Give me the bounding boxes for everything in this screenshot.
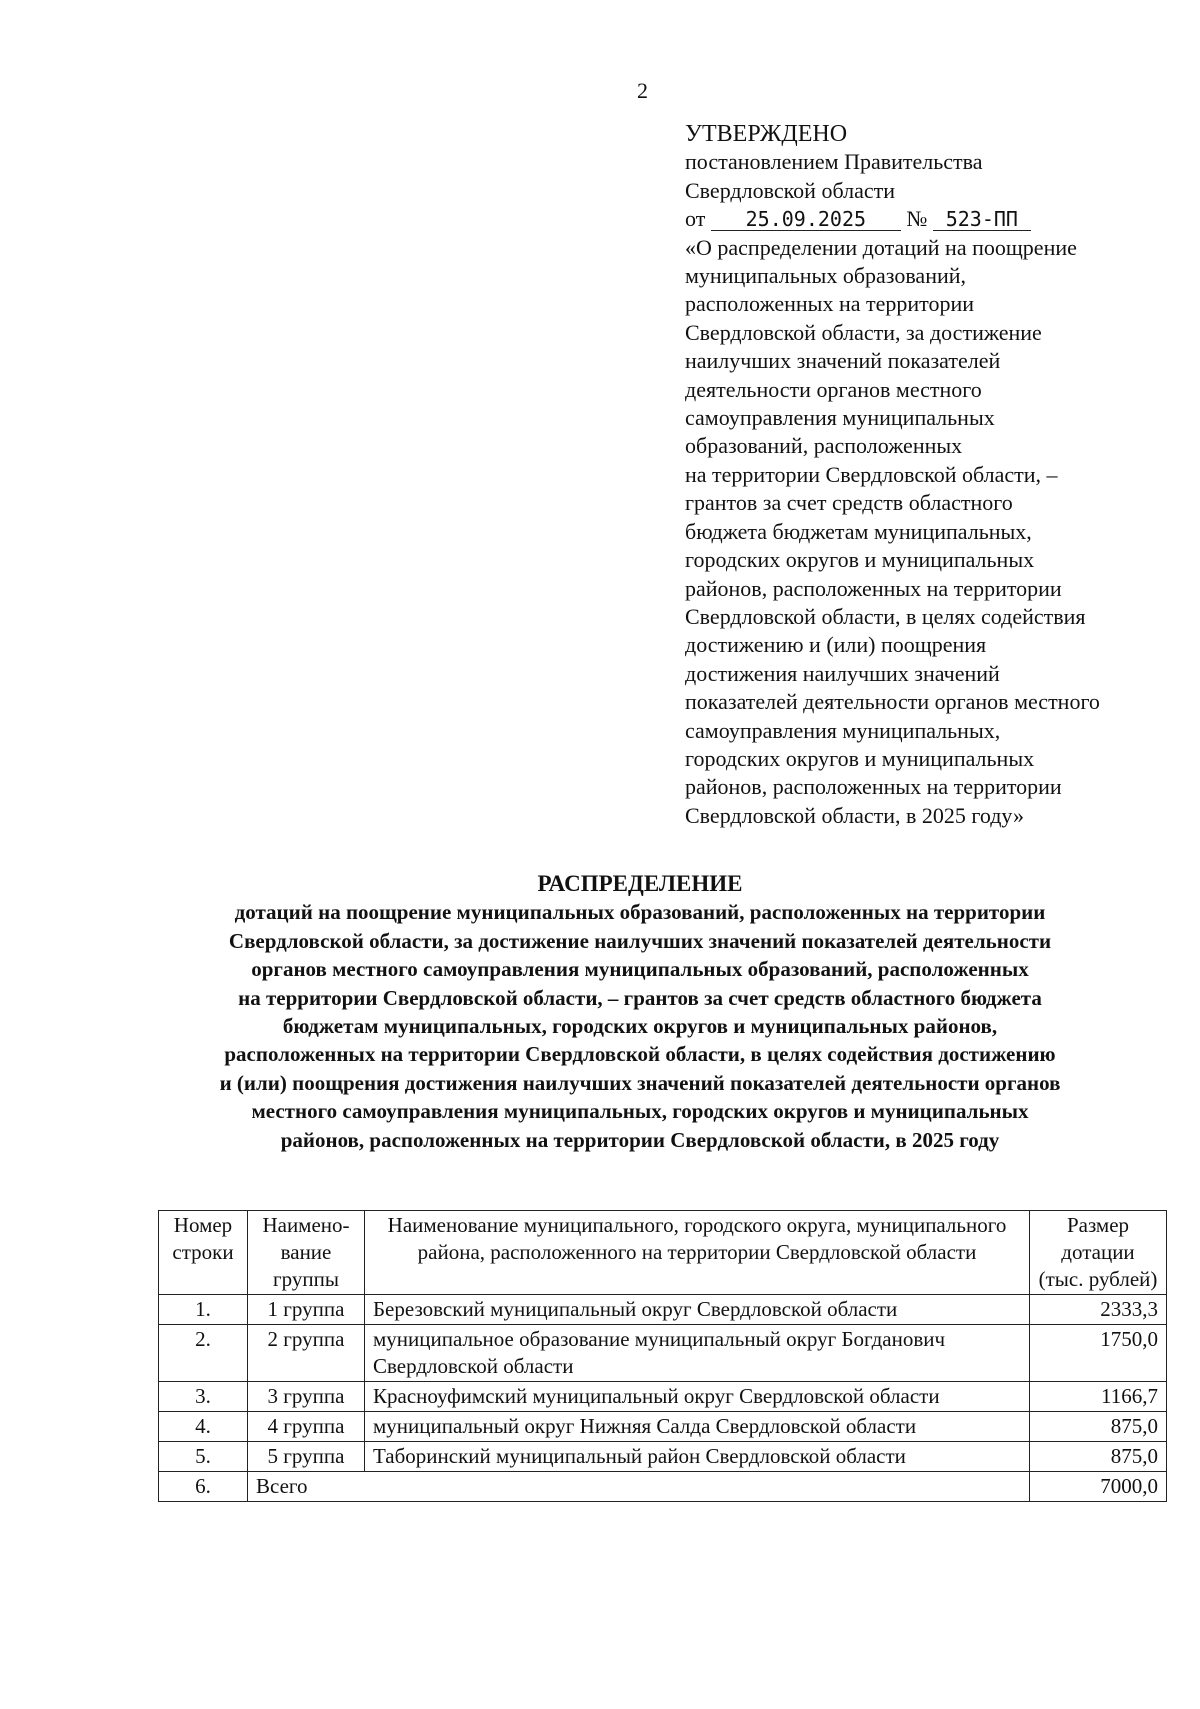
row-group: 2 группа xyxy=(248,1325,365,1382)
row-amount: 2333,3 xyxy=(1030,1295,1167,1325)
approval-document-title-line: образований, расположенных xyxy=(685,433,963,459)
approval-document-title-line: районов, расположенных на территории xyxy=(685,774,1062,800)
approval-document-title-line: Свердловской области, в 2025 году» xyxy=(685,802,1024,828)
row-municipality: Березовский муниципальный округ Свердловской области xyxy=(365,1295,1030,1325)
approval-number: 523-ПП xyxy=(933,208,1031,231)
row-number: 1. xyxy=(159,1295,248,1325)
distribution-table xyxy=(158,1210,1167,1502)
approval-document-title-line: бюджета бюджетам муниципальных, xyxy=(685,518,1032,544)
header-row-number: Номер строки xyxy=(159,1211,248,1295)
title-line: расположенных на территории Свердловской области, в целях содействия достижению xyxy=(224,1042,1056,1067)
approval-document-title-line: Свердловской области, за достижение xyxy=(685,319,1042,345)
title-line: районов, расположенных на территории Свердловской области, в 2025 году xyxy=(280,1127,1000,1152)
row-municipality: Красноуфимский муниципальный округ Свердловской области xyxy=(365,1382,1030,1412)
row-number: 4. xyxy=(159,1412,248,1442)
approval-document-title-line: расположенных на территории xyxy=(685,291,975,317)
approval-document-title-line: деятельности органов местного xyxy=(685,376,982,402)
approval-document-title-line: самоуправления муниципальных xyxy=(685,405,995,431)
row-group: 1 группа xyxy=(248,1295,365,1325)
page-number: 2 xyxy=(637,78,648,103)
approval-document-title-line: Свердловской области, в целях содействия xyxy=(685,603,1086,629)
row-amount: 875,0 xyxy=(1030,1412,1167,1442)
row-number: 3. xyxy=(159,1382,248,1412)
title-line: и (или) поощрения достижения наилучших значений показателей деятельности органов xyxy=(219,1070,1061,1095)
number-prefix: № xyxy=(906,206,928,232)
approval-document-title-line: достижению и (или) поощрения xyxy=(685,632,987,658)
approval-authority-line: постановлением Правительства xyxy=(685,149,983,175)
table-row xyxy=(159,1382,1167,1412)
title-line: на территории Свердловской области, – грантов за счет средств областного бюджета xyxy=(238,985,1042,1010)
header-amount: Размер дотации (тыс. рублей) xyxy=(1030,1211,1167,1295)
title-line: местного самоуправления муниципальных, городских округов и муниципальных xyxy=(251,1099,1029,1124)
row-amount: 1750,0 xyxy=(1030,1325,1167,1382)
title-line: дотаций на поощрение муниципальных образований, расположенных на территории xyxy=(234,900,1046,925)
document-title xyxy=(140,870,1140,1154)
row-group: 4 группа xyxy=(248,1412,365,1442)
row-amount: 875,0 xyxy=(1030,1442,1167,1472)
header-group-name: Наимено-вание группы xyxy=(248,1211,365,1295)
title-body xyxy=(140,898,1140,1154)
row-municipality: муниципальный округ Нижняя Салда Свердловской области xyxy=(365,1412,1030,1442)
table-header-row xyxy=(159,1211,1167,1295)
title-line: органов местного самоуправления муниципальных образований, расположенных xyxy=(251,957,1029,982)
row-municipality: Таборинский муниципальный район Свердловской области xyxy=(365,1442,1030,1472)
approval-stamp: УТВЕРЖДЕНО xyxy=(685,121,848,147)
header-municipality: Наименование муниципального, городского округа, муниципального района, расположенного на территории Свердловской области xyxy=(365,1211,1030,1295)
approval-document-title-line: «О распределении дотаций на поощрение xyxy=(685,234,1077,260)
title-line: бюджетам муниципальных, городских округов и муниципальных районов, xyxy=(282,1014,998,1039)
table-row xyxy=(159,1412,1167,1442)
title-heading: РАСПРЕДЕЛЕНИЕ xyxy=(537,871,743,896)
date-prefix: от xyxy=(685,206,706,232)
table-row xyxy=(159,1295,1167,1325)
row-number: 5. xyxy=(159,1442,248,1472)
approval-block xyxy=(685,120,1155,830)
approval-date: 25.09.2025 xyxy=(711,208,901,231)
row-amount: 1166,7 xyxy=(1030,1382,1167,1412)
approval-document-title-line: достижения наилучших значений xyxy=(685,660,1000,686)
approval-document-title-line: грантов за счет средств областного xyxy=(685,490,1013,516)
approval-document-title-line: районов, расположенных на территории xyxy=(685,575,1062,601)
table-row xyxy=(159,1325,1167,1382)
row-group: 3 группа xyxy=(248,1382,365,1412)
table-row xyxy=(159,1442,1167,1472)
approval-document-title-line: показателей деятельности органов местного xyxy=(685,689,1100,715)
approval-document-title-line: городских округов и муниципальных xyxy=(685,745,1035,771)
approval-document-title-line: муниципальных образований, xyxy=(685,263,967,289)
row-group: 5 группа xyxy=(248,1442,365,1472)
approval-document-title-line: на территории Свердловской области, – xyxy=(685,461,1058,487)
approval-date-line xyxy=(685,205,1155,233)
approval-document-title-line: городских округов и муниципальных xyxy=(685,547,1035,573)
row-municipality: муниципальное образование муниципальный округ Богданович Свердловской области xyxy=(365,1325,1030,1382)
approval-region-line: Свердловской области xyxy=(685,177,895,203)
approval-document-title-line: самоуправления муниципальных, xyxy=(685,717,1001,743)
title-line: Свердловской области, за достижение наилучших значений показателей деятельности xyxy=(228,928,1052,953)
approval-document-title-line: наилучших значений показателей xyxy=(685,348,1001,374)
row-number: 2. xyxy=(159,1325,248,1382)
approval-document-title xyxy=(685,234,1155,831)
table-total-row xyxy=(159,1472,1167,1502)
total-amount: 7000,0 xyxy=(1030,1472,1167,1502)
total-label: Всего xyxy=(248,1472,1030,1502)
total-number: 6. xyxy=(159,1472,248,1502)
